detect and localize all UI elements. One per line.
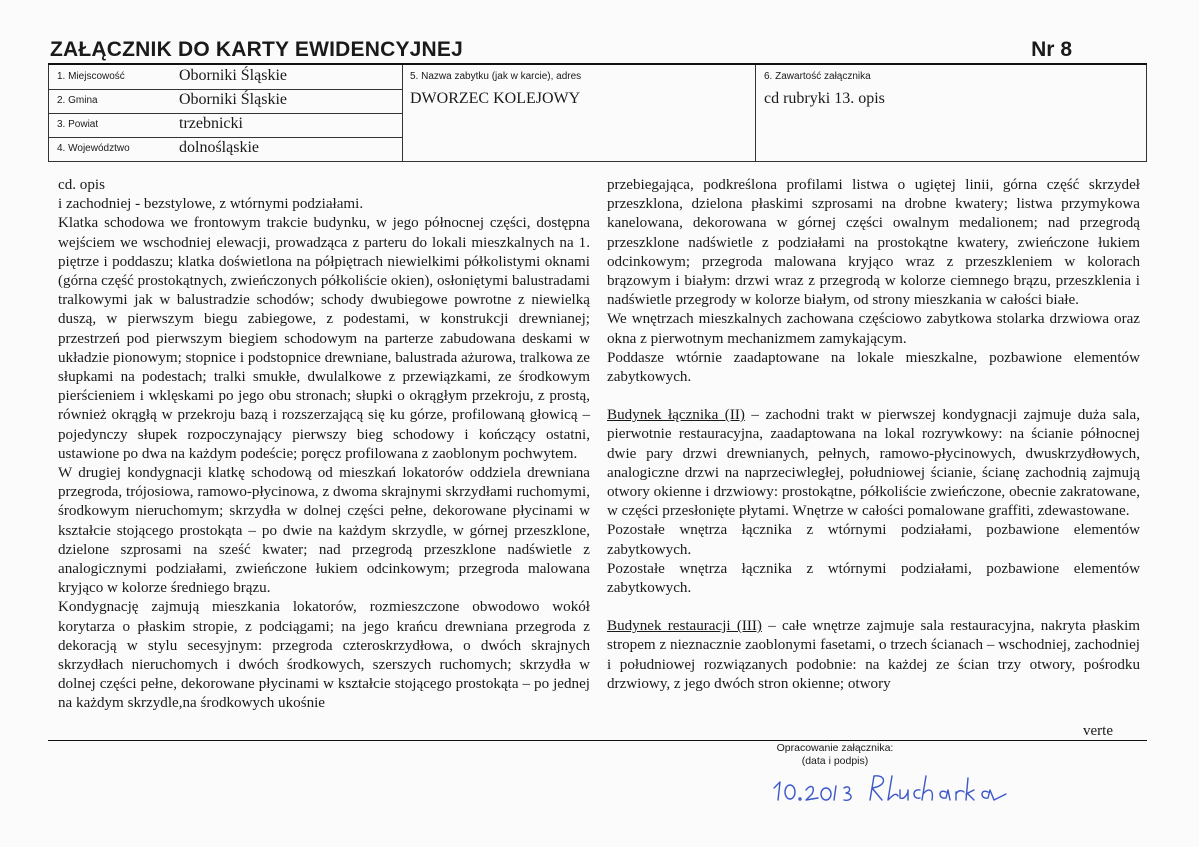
spacer [607, 598, 1140, 617]
monument-name-column [402, 65, 756, 161]
description-right-column [607, 176, 1140, 694]
field-value: trzebnicki [179, 115, 243, 132]
bottom-divider [48, 740, 1147, 741]
restauracja-paragraph [607, 617, 1140, 694]
attachment-content-column [756, 65, 1146, 161]
attachment-number: Nr 8 [1031, 38, 1072, 61]
paragraph: Klatka schodowa we frontowym trakcie budynku, w jego północnej części, dostępna wejściem we wschodniej elewacji, prowadząca z parteru do lokali mieszkalnych na 1. piętrze i poddaszu; klatka doświetlona na półpiętrach niewielkimi półkolistymi oknami (górna część prostokątnych, zwieńczonych półkoliście okien), osłoniętymi balustradami tralkowymi jak w balustradzie schodów; schody dwubiegowe powrotne z niewielką duszą, w pierwszym biegu zabiegowe, z podestami, w konstrukcji drewnianej; przestrzeń pod pierwszym biegiem schodowym na parterze zabudowana deskami w układzie pionowym; stopnice i podstopnice drewniane, balustrada ażurowa, tralkowa ze słupkami na podestach; tralki smukłe, dwulalkowe z przewiązkami, ze środkowym pierścieniem i wklęskami po jego obu stronach; słupki o okrągłym przekroju, z prostą, również okrągłą w przekroju bazą i rozszerzającą się ku górze, profilowaną głowicą – pojedynczy słupek rozpoczynający pierwszy bieg schodowy i kończący ostatni, ustawione po dwa na każdym podeście; poręcz profilowana z zaoblonym pochwytem. [58, 215, 590, 462]
prepared-by [700, 742, 970, 768]
lacznik-paragraph [607, 406, 1140, 521]
paragraph: We wnętrzach mieszkalnych zachowana częściowo zabytkowa stolarka drzwiowa oraz okna z pierwotnym mechanizmem zamykającym. [607, 311, 1140, 347]
paragraph: Pozostałe wnętrza łącznika z wtórnymi podziałami, pozbawione elementów zabytkowych. [607, 522, 1140, 558]
field-label: 1. Miejscowość [57, 71, 125, 82]
location-column [49, 65, 403, 161]
field-label: 4. Województwo [57, 143, 130, 154]
paragraph: W drugiej kondygnacji klatkę schodową od mieszkań lokatorów oddziela drewniana przegroda, trójosiowa, ramowo-płycinowa, z dwoma skrajnymi skrzydłami ruchomymi, środkowym nieruchomym; skrzydła w dolnej części pełne, dekorowane płycinami w kształcie stojącego prostokąta – po dwie na każdym skrzydle, w górnej przeszklone, dzielone szprosami na sześć kwater; nad przegrodą przeszklone nadświetle z analogicznymi podziałami, zwieńczone łukiem odcinkowym; przegroda malowana kryjąco w kolorze średniego brązu. [58, 465, 590, 597]
field-label: 2. Gmina [57, 95, 98, 106]
field-miejscowosc [49, 65, 402, 90]
spacer [607, 387, 1140, 406]
verte-note: verte [1083, 723, 1113, 739]
field-wojewodztwo [49, 137, 402, 161]
field-gmina [49, 89, 402, 114]
field-label: 6. Zawartość załącznika [764, 71, 871, 82]
monument-name: DWORZEC KOLEJOWY [410, 90, 581, 107]
attachment-content: cd rubryki 13. opis [764, 90, 885, 107]
handwritten-signature [770, 770, 1010, 804]
field-powiat [49, 113, 402, 138]
paragraph: Pozostałe wnętrza łącznika z wtórnymi podziałami, pozbawione elementów zabytkowych. [607, 560, 1140, 597]
paragraph: przebiegająca, podkreślona profilami listwa o ugiętej linii, górna część skrzydeł przeszklona, dzielona płaskimi szprosami na drobne kwatery; listwa przymykowa kanelowana, dekorowana w górnej części owalnym medalionem; nad przegrodą przeszklone nadświetle z podziałami na prostokątne kwatery, zwieńczone łukiem odcinkowym; przegroda malowana kryjąco wraz z przeszkleniem w kolorach brązowym i białym: drzwi wraz z przegrodą w kolorze ciemnego brązu, przeszklenia i nadświetle przegrody w kolorze białym, od strony mieszkania w całości białe. [607, 177, 1140, 309]
field-value: Oborniki Śląskie [179, 91, 287, 108]
document-title: ZAŁĄCZNIK DO KARTY EWIDENCYJNEJ [50, 38, 464, 61]
paragraph: Poddasze wtórnie zaadaptowane na lokale mieszkalne, pozbawione elementów zabytkowych. [607, 349, 1140, 386]
prepared-label: Opracowanie załącznika: [776, 742, 894, 754]
lacznik-text: – zachodni trakt w pierwszej kondygnacji zajmuje duża sala, pierwotnie restauracyjna, zaadaptowana na lokal rozrywkowy: na ścianie północnej dwie pary drzwi drewnianych, pełnych, ramowo-płycinowych, dwuskrzydłowych, analogiczne drzwi na naprzeciwległej, południowej ścianie, ścianę zachodnią zajmują otwory okienne i drzwiowy: prostokątne, półkoliście zwieńczone, obecnie zakratowane, w części przesłonięte płytami. Wnętrze w całości pomalowane graffiti, zdewastowane. [607, 407, 1140, 520]
paragraph: i zachodniej - bezstylowe, z wtórnymi podziałami. [58, 196, 364, 213]
section-heading-restauracja: Budynek restauracji (III) [607, 618, 762, 635]
description-left-column [58, 176, 590, 714]
field-label: 5. Nazwa zabytku (jak w karcie), adres [410, 71, 582, 82]
prepared-sub: (data i podpis) [801, 755, 869, 767]
paragraph: Kondygnację zajmują mieszkania lokatorów, rozmieszczone obwodowo wokół korytarza o płaskim stropie, z podciągami; na jego krańcu drewniana przegroda z dekoracją w stylu secesyjnym: przegroda czteroskrzydłowa, o dwóch skrajnych skrzydłach nieruchomych i dwóch środkowych, szerszych ruchomych; skrzydła w dolnej części pełne, dekorowane płycinami w kształcie stojącego prostokąta – po jednej na każdym skrzydle,na środkowych ukośnie [58, 599, 590, 712]
restauracja-text: – całe wnętrze zajmuje sala restauracyjna, nakryta płaskim stropem z nieznacznie zaoblonymi fasetami, o trzech ścianach – wschodniej, zachodniej i południowej rozwiązanych podobnie: na każdej ze ścian trzy otwory, pośrodku drzwiowy, z jego dwóch stron okienne; otwory [607, 618, 1141, 692]
field-value: dolnośląskie [179, 139, 259, 156]
field-label: 3. Powiat [57, 119, 99, 130]
section-heading-lacznik: Budynek łącznika (II) [607, 407, 745, 424]
field-value: Oborniki Śląskie [179, 67, 287, 84]
header-table [48, 65, 1147, 162]
paragraph: cd. opis [58, 177, 105, 193]
